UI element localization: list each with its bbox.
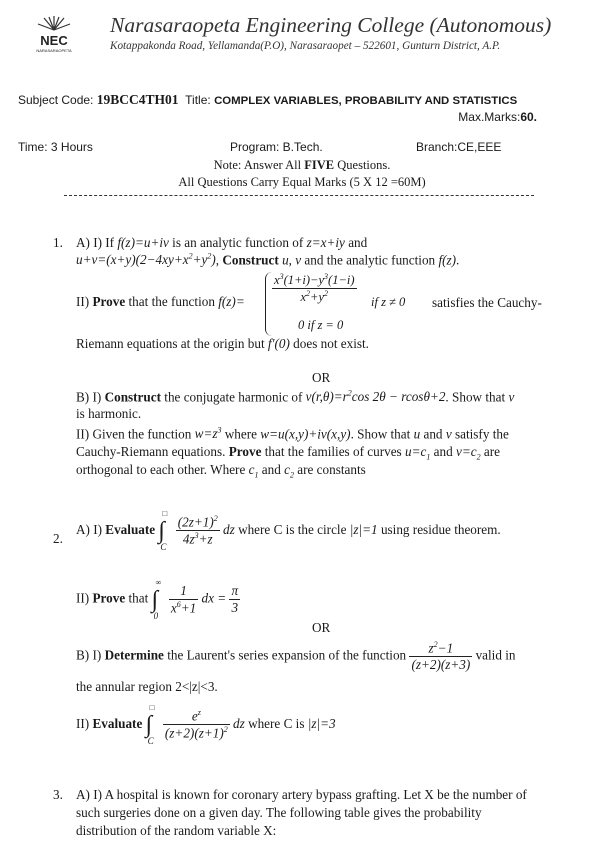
q1-a2-label: II) Prove that the function f(z)= [76, 294, 245, 309]
q2-or: OR [312, 620, 331, 635]
q1-b1-line2: is harmonic. [76, 406, 142, 421]
q1-a2-if: if z ≠ 0 [371, 295, 406, 309]
program: Program: B.Tech. [230, 140, 323, 154]
q2-b1-line1: B) I) Determine the Laurent's series expansion of the function $\frac{z^2-1}{(z+2)(z+3)}$ valid in [76, 640, 516, 673]
q3-line1: A) I) A hospital is known for coronary artery bypass grafting. Let X be the number of [76, 787, 527, 802]
q1-b1-line1: B) I) Construct the conjugate harmonic of $v(r,\theta)=r^2\cos$ 2θ − rcosθ+2. Show that v [76, 389, 515, 405]
note-line-2: All Questions Carry Equal Marks (5 X 12 =60M) [178, 175, 426, 189]
q2-a1: A) I) Evaluate □ ∫ C $\frac{(2z+1)^2}{4z^3+z}$ dz where C is the circle |z|=1 using residue theorem. [76, 508, 501, 552]
q1-b2-line1: II) Given the function $w=z^3$ where w=u(x,y)+iv(x,y). Show that u and v satisfy the [76, 426, 509, 442]
subject-title: COMPLEX VARIABLES, PROBABILITY AND STATISTICS [214, 95, 518, 107]
q1-a2-zero-case: 0 if z = 0 [298, 318, 344, 332]
note-line-1: Note: Answer All FIVE Questions. [213, 158, 391, 172]
exam-time: Time: 3 Hours [18, 140, 93, 154]
q1-or: OR [312, 370, 331, 385]
subject-line [18, 92, 517, 108]
q1-a2-end: satisfies the Cauchy- [432, 295, 542, 310]
college-logo [30, 14, 78, 56]
q2-number: 2. [53, 531, 63, 546]
q1-number: 1. [53, 235, 63, 250]
q2-b2: II) Evaluate □ ∫ C $\frac{e^z}{(z+2)(z+1)^2}$ dz where C is |z|=3 [76, 702, 336, 746]
college-address: Kotappakonda Road, Yellamanda(P.O), Narasaraopet – 522601, Gunturn District, A.P. [110, 40, 501, 52]
branch: Branch:CE,EEE [416, 140, 502, 154]
q2-a2: II) Prove that ∞ ∫ 0 $\frac{1}{x^6+1}$ dx = $\frac{\pi}{3}$ [76, 577, 239, 621]
divider [64, 195, 534, 196]
title-label: Title: [185, 93, 211, 107]
q3-line2: such surgeries done on a given day. The following table gives the probability [76, 805, 482, 820]
piecewise-brace [265, 272, 272, 336]
q1-b2-line3: orthogonal to each other. Where $c_1$ and $c_2$ are constants [76, 462, 366, 480]
q1-b2-line2: Cauchy-Riemann equations. Prove that the families of curves $u=c_1$ and $v=c_2$ are [76, 444, 501, 462]
q2-b1-line2: the annular region 2<|z|<3. [76, 679, 218, 694]
logo-sunburst-icon [38, 16, 70, 30]
logo-subtext: NARASARAOPETA [36, 48, 72, 53]
max-marks: Max.Marks:60. [458, 110, 537, 124]
logo-text: NEC [40, 33, 68, 48]
college-name: Narasaraopeta Engineering College (Autonomous) [110, 13, 552, 37]
q3-line3: distribution of the random variable X: [76, 823, 277, 838]
q3-number: 3. [53, 787, 63, 802]
subject-code: 19BCC4TH01 [96, 92, 179, 107]
q1-a2-line2: Riemann equations at the origin but f′(0) does not exist. [76, 336, 369, 351]
q1-a2-fraction: $\frac{x^3(1+i)-y^3(1-i)}{x^2+y^2}$ [274, 272, 355, 305]
q1-a1-line2: $u+v=(x+y)(2-4xy+x^2+y^2)$, Construct u, v and the analytic function f(z). [76, 252, 460, 268]
q1-a1-line1: A) I) If f(z)=u+iv is an analytic function of z=x+iy and [76, 235, 368, 250]
subject-code-label: Subject Code: [18, 93, 94, 107]
